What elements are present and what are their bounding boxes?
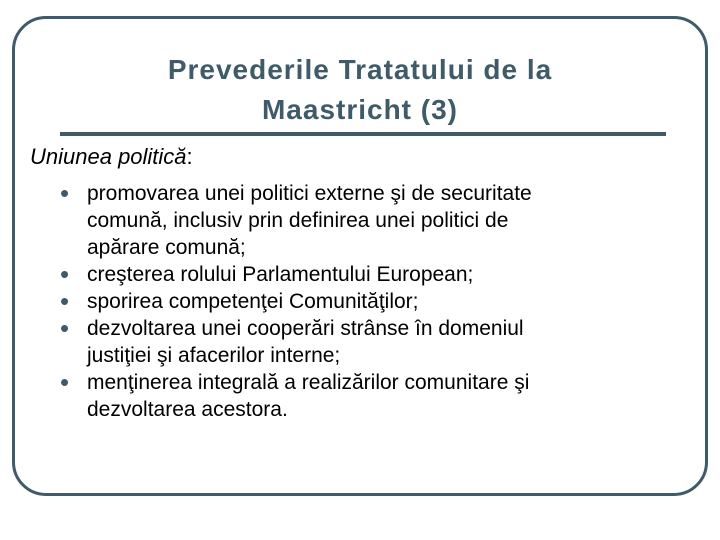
bullet-text-line: menţinerea integrală a realizărilor comunitare şi [87,371,530,394]
section-heading-colon: : [186,144,193,169]
bullet-text-line: justiţiei şi afacerilor interne; [87,344,341,367]
bullet-icon: • [60,367,70,397]
bullet-item [60,315,660,369]
title-line-2: Maastricht (3) [261,94,459,125]
slide-title [60,50,660,130]
bullet-icon: • [60,313,70,343]
title-divider [60,132,666,136]
bullet-icon: • [60,259,70,289]
bullet-item [60,369,660,423]
bullet-text-line: comună, inclusiv prin definirea unei politici de [87,209,509,232]
bullet-text-line: dezvoltarea acestora. [87,398,288,421]
bullet-text-line: apărare comună; [87,236,246,259]
section-heading-text: Uniunea politică [30,144,187,169]
title-line-1: Prevederile Tratatului de la [167,54,553,85]
bullet-text-line: promovarea unei politici externe şi de securitate [87,182,532,205]
bullet-icon: • [60,286,70,316]
bullet-item [60,180,660,261]
bullet-text-line: dezvoltarea unei cooperări strânse în domeniul [87,317,524,340]
bullet-item [60,288,660,315]
bullet-list [60,180,660,423]
bullet-text-line: creşterea rolului Parlamentului European; [87,263,474,286]
bullet-icon: • [60,178,70,208]
bullet-item [60,261,660,288]
section-heading [30,142,193,172]
bullet-text-line: sporirea competenţei Comunităţilor; [87,290,419,313]
